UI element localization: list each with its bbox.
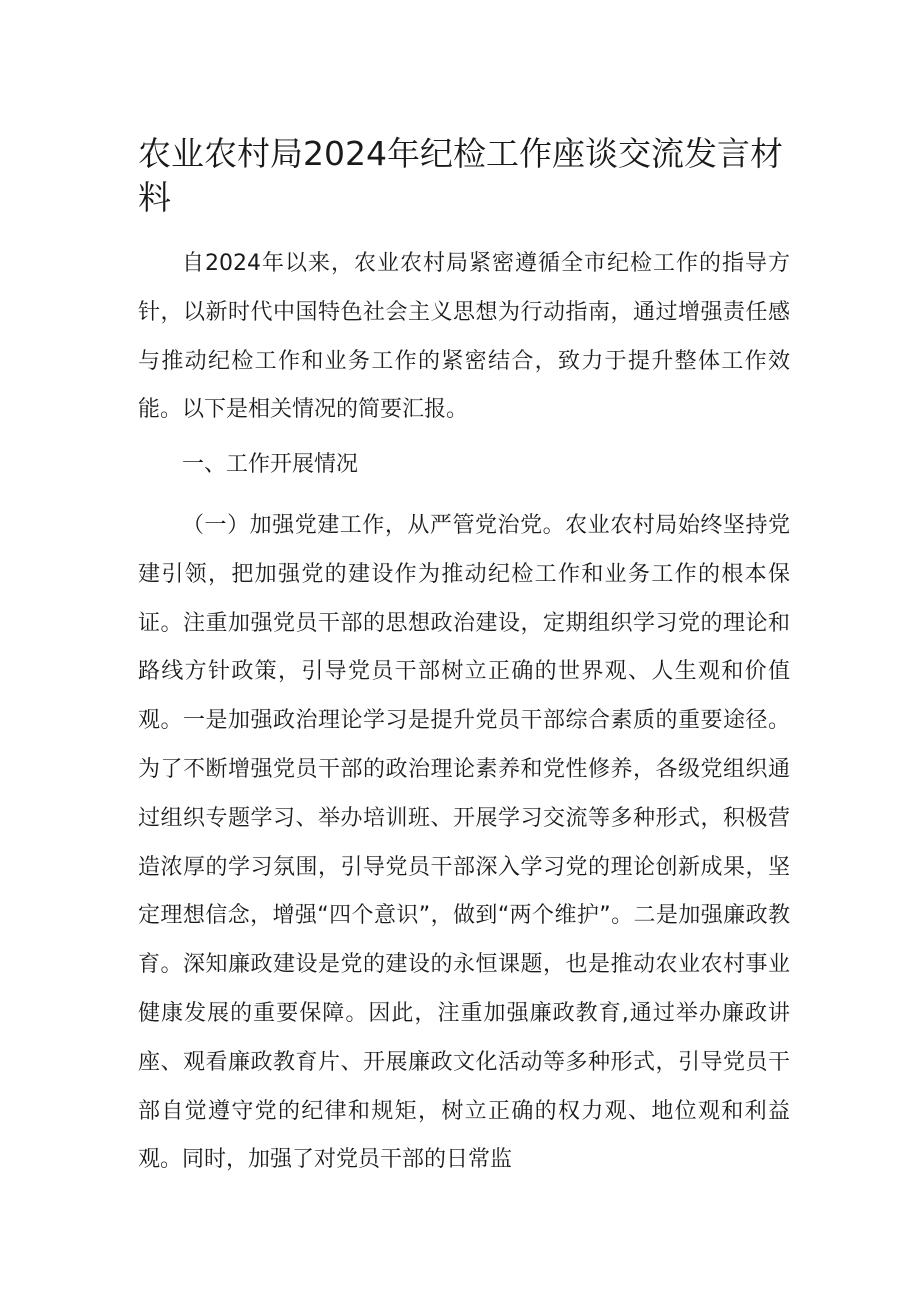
intro-paragraph: 自2024年以来，农业农村局紧密遵循全市纪检工作的指导方针，以新时代中国特色社会主义思想为行动指南，通过增强责任感与推动纪检工作和业务工作的紧密结合，致力于提升整体工作效能。以下是相关情况的简要汇报。 [138, 251, 790, 423]
section-1-paragraph: （一）加强党建工作，从严管党治党。农业农村局始终坚持党建引领，把加强党的建设作为推动纪检工作和业务工作的根本保证。注重加强党员干部的思想政治建设，定期组织学习党的理论和路线方针政策，引导党员干部树立正确的世界观、人生观和价值观。一是加强政治理论学习是提升党员干部综合素质的重要途径。为了不断增强党员干部的政治理论素养和党性修养，各级党组织通过组织专题学习、举办培训班、开展学习交流等多种形式，积极营造浓厚的学习氛围，引导党员干部深入学习党的理论创新成果，坚定理想信念，增强“四个意识”，做到“两个维护”。二是加强廉政教育。深知廉政建设是党的建设的永恒课题，也是推动农业农村事业健康发展的重要保障。因此，注重加强廉政教育,通过举办廉政讲座、观看廉政教育片、开展廉政文化活动等多种形式，引导党员干部自觉遵守党的纪律和规矩，树立正确的权力观、地位观和利益观。同时，加强了对党员干部的日常监 [138, 513, 790, 1173]
document-title: 农业农村局2024年纪检工作座谈交流发言材料 [138, 134, 783, 217]
section-heading: 一、工作开展情况 [182, 452, 359, 477]
